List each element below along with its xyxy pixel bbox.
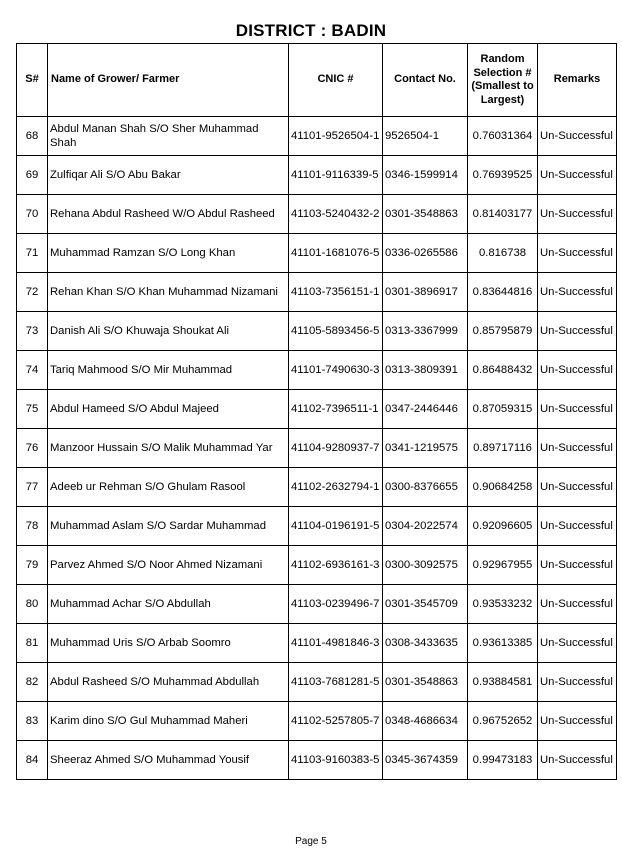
table-row xyxy=(17,624,617,663)
table-row xyxy=(17,195,617,234)
cell-random-selection: 0.86488432 xyxy=(468,351,538,390)
cell-remarks: Un-Successful xyxy=(538,702,617,741)
grower-table xyxy=(16,43,617,780)
cell-cnic: 41104-9280937-7 xyxy=(289,429,383,468)
cell-name: Rehana Abdul Rasheed W/O Abdul Rasheed xyxy=(48,195,289,234)
table-row xyxy=(17,273,617,312)
header-sn: S# xyxy=(17,44,48,117)
cell-remarks: Un-Successful xyxy=(538,351,617,390)
cell-cnic: 41103-7681281-5 xyxy=(289,663,383,702)
cell-remarks: Un-Successful xyxy=(538,741,617,780)
cell-contact: 0301-3896917 xyxy=(383,273,468,312)
cell-sn: 76 xyxy=(17,429,48,468)
cell-name: Karim dino S/O Gul Muhammad Maheri xyxy=(48,702,289,741)
cell-cnic: 41103-0239496-7 xyxy=(289,585,383,624)
table-row xyxy=(17,390,617,429)
cell-random-selection: 0.93533232 xyxy=(468,585,538,624)
cell-name: Zulfiqar Ali S/O Abu Bakar xyxy=(48,156,289,195)
cell-remarks: Un-Successful xyxy=(538,624,617,663)
cell-name: Muhammad Uris S/O Arbab Soomro xyxy=(48,624,289,663)
cell-random-selection: 0.83644816 xyxy=(468,273,538,312)
cell-cnic: 41102-7396511-1 xyxy=(289,390,383,429)
cell-cnic: 41102-5257805-7 xyxy=(289,702,383,741)
cell-name: Manzoor Hussain S/O Malik Muhammad Yar xyxy=(48,429,289,468)
header-random-selection: Random Selection # (Smallest to Largest) xyxy=(468,44,538,117)
cell-cnic: 41101-7490630-3 xyxy=(289,351,383,390)
cell-name: Parvez Ahmed S/O Noor Ahmed Nizamani xyxy=(48,546,289,585)
cell-cnic: 41101-1681076-5 xyxy=(289,234,383,273)
cell-cnic: 41102-6936161-3 xyxy=(289,546,383,585)
cell-sn: 72 xyxy=(17,273,48,312)
table-row xyxy=(17,117,617,156)
cell-cnic: 41103-5240432-2 xyxy=(289,195,383,234)
table-row xyxy=(17,156,617,195)
cell-random-selection: 0.93613385 xyxy=(468,624,538,663)
cell-name: Abdul Hameed S/O Abdul Majeed xyxy=(48,390,289,429)
cell-contact: 0346-1599914 xyxy=(383,156,468,195)
cell-random-selection: 0.96752652 xyxy=(468,702,538,741)
cell-remarks: Un-Successful xyxy=(538,468,617,507)
table-row xyxy=(17,468,617,507)
cell-random-selection: 0.90684258 xyxy=(468,468,538,507)
cell-sn: 78 xyxy=(17,507,48,546)
cell-cnic: 41103-9160383-5 xyxy=(289,741,383,780)
cell-random-selection: 0.816738 xyxy=(468,234,538,273)
table-row xyxy=(17,312,617,351)
cell-remarks: Un-Successful xyxy=(538,390,617,429)
document-title: DISTRICT : BADIN xyxy=(235,21,387,40)
cell-contact: 0308-3433635 xyxy=(383,624,468,663)
cell-remarks: Un-Successful xyxy=(538,429,617,468)
cell-contact: 0300-8376655 xyxy=(383,468,468,507)
cell-remarks: Un-Successful xyxy=(538,663,617,702)
cell-remarks: Un-Successful xyxy=(538,273,617,312)
cell-remarks: Un-Successful xyxy=(538,234,617,273)
cell-remarks: Un-Successful xyxy=(538,585,617,624)
cell-sn: 82 xyxy=(17,663,48,702)
cell-random-selection: 0.85795879 xyxy=(468,312,538,351)
cell-remarks: Un-Successful xyxy=(538,312,617,351)
cell-cnic: 41101-4981846-3 xyxy=(289,624,383,663)
cell-sn: 68 xyxy=(17,117,48,156)
cell-sn: 83 xyxy=(17,702,48,741)
cell-name: Tariq Mahmood S/O Mir Muhammad xyxy=(48,351,289,390)
cell-name: Muhammad Aslam S/O Sardar Muhammad xyxy=(48,507,289,546)
cell-contact: 0347-2446446 xyxy=(383,390,468,429)
cell-contact: 0345-3674359 xyxy=(383,741,468,780)
table-row xyxy=(17,234,617,273)
cell-cnic: 41101-9526504-1 xyxy=(289,117,383,156)
cell-name: Danish Ali S/O Khuwaja Shoukat Ali xyxy=(48,312,289,351)
cell-sn: 80 xyxy=(17,585,48,624)
cell-sn: 70 xyxy=(17,195,48,234)
cell-remarks: Un-Successful xyxy=(538,546,617,585)
cell-sn: 79 xyxy=(17,546,48,585)
cell-cnic: 41101-9116339-5 xyxy=(289,156,383,195)
cell-contact: 0301-3545709 xyxy=(383,585,468,624)
header-cnic: CNIC # xyxy=(289,44,383,117)
table-row xyxy=(17,351,617,390)
cell-contact: 0336-0265586 xyxy=(383,234,468,273)
cell-contact: 0313-3367999 xyxy=(383,312,468,351)
cell-cnic: 41102-2632794-1 xyxy=(289,468,383,507)
cell-contact: 0304-2022574 xyxy=(383,507,468,546)
table-header-row xyxy=(17,44,617,117)
cell-remarks: Un-Successful xyxy=(538,195,617,234)
cell-remarks: Un-Successful xyxy=(538,156,617,195)
cell-sn: 71 xyxy=(17,234,48,273)
table-row xyxy=(17,702,617,741)
cell-contact: 0301-3548863 xyxy=(383,195,468,234)
cell-name: Muhammad Ramzan S/O Long Khan xyxy=(48,234,289,273)
cell-remarks: Un-Successful xyxy=(538,117,617,156)
table-row xyxy=(17,663,617,702)
cell-random-selection: 0.81403177 xyxy=(468,195,538,234)
cell-name: Abdul Manan Shah S/O Sher Muhammad Shah xyxy=(48,117,289,156)
cell-random-selection: 0.87059315 xyxy=(468,390,538,429)
cell-cnic: 41103-7356151-1 xyxy=(289,273,383,312)
header-remarks: Remarks xyxy=(538,44,617,117)
cell-sn: 73 xyxy=(17,312,48,351)
cell-sn: 81 xyxy=(17,624,48,663)
cell-name: Adeeb ur Rehman S/O Ghulam Rasool xyxy=(48,468,289,507)
cell-random-selection: 0.76939525 xyxy=(468,156,538,195)
cell-name: Sheeraz Ahmed S/O Muhammad Yousif xyxy=(48,741,289,780)
table-body xyxy=(17,117,617,780)
header-contact: Contact No. xyxy=(383,44,468,117)
table-row xyxy=(17,585,617,624)
cell-contact: 9526504-1 xyxy=(383,117,468,156)
cell-sn: 75 xyxy=(17,390,48,429)
cell-contact: 0300-3092575 xyxy=(383,546,468,585)
cell-contact: 0313-3809391 xyxy=(383,351,468,390)
cell-random-selection: 0.92096605 xyxy=(468,507,538,546)
table-row xyxy=(17,546,617,585)
cell-sn: 77 xyxy=(17,468,48,507)
cell-random-selection: 0.89717116 xyxy=(468,429,538,468)
cell-name: Rehan Khan S/O Khan Muhammad Nizamani xyxy=(48,273,289,312)
cell-contact: 0348-4686634 xyxy=(383,702,468,741)
cell-contact: 0301-3548863 xyxy=(383,663,468,702)
page-number: Page 5 xyxy=(295,836,327,847)
cell-sn: 69 xyxy=(17,156,48,195)
table-row xyxy=(17,429,617,468)
cell-cnic: 41104-0196191-5 xyxy=(289,507,383,546)
table-row xyxy=(17,507,617,546)
cell-random-selection: 0.99473183 xyxy=(468,741,538,780)
cell-random-selection: 0.92967955 xyxy=(468,546,538,585)
cell-cnic: 41105-5893456-5 xyxy=(289,312,383,351)
cell-random-selection: 0.76031364 xyxy=(468,117,538,156)
cell-sn: 84 xyxy=(17,741,48,780)
cell-remarks: Un-Successful xyxy=(538,507,617,546)
header-name: Name of Grower/ Farmer xyxy=(48,44,289,117)
cell-name: Muhammad Achar S/O Abdullah xyxy=(48,585,289,624)
cell-name: Abdul Rasheed S/O Muhammad Abdullah xyxy=(48,663,289,702)
cell-random-selection: 0.93884581 xyxy=(468,663,538,702)
cell-sn: 74 xyxy=(17,351,48,390)
table-row xyxy=(17,741,617,780)
cell-contact: 0341-1219575 xyxy=(383,429,468,468)
